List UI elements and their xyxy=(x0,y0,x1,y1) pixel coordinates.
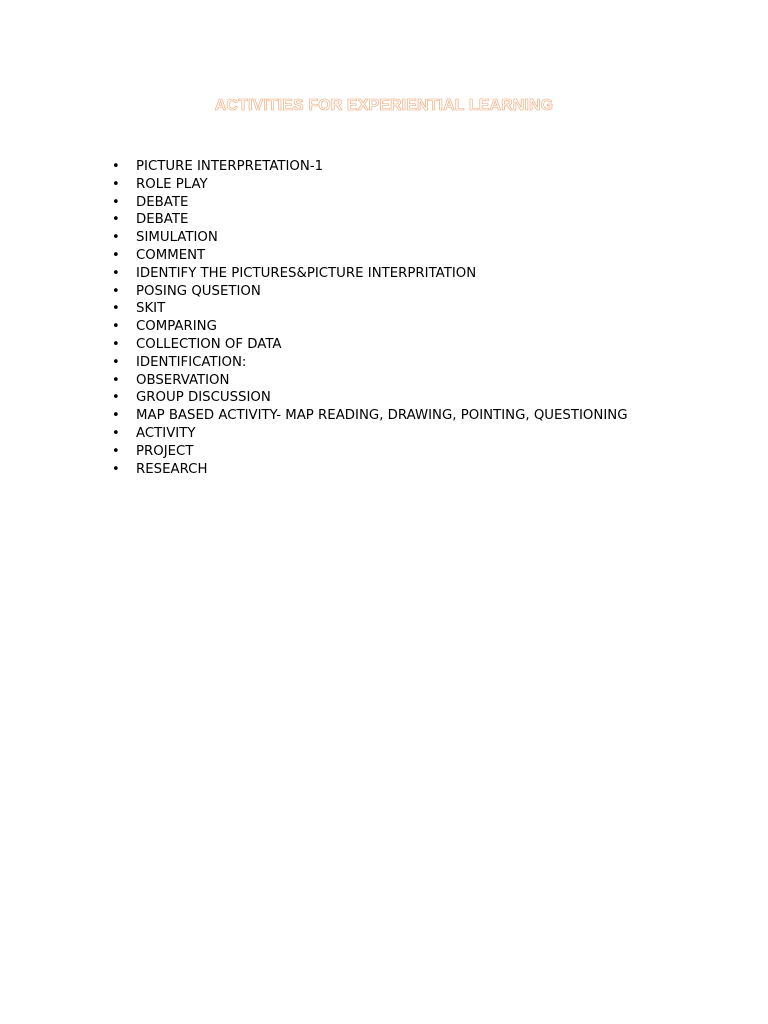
list-item xyxy=(112,354,712,372)
list-item-text: ACTIVITY xyxy=(136,425,196,441)
list-item xyxy=(112,265,712,283)
list-item xyxy=(112,461,712,479)
list-item-text: COLLECTION OF DATA xyxy=(136,336,282,352)
list-item-text: GROUP DISCUSSION xyxy=(136,390,271,406)
bullet-icon: • xyxy=(112,230,120,246)
list-item-text: SIMULATION xyxy=(136,230,218,246)
list-item-text: IDENTIFY THE PICTURES&PICTURE INTERPRITATION xyxy=(136,265,477,281)
list-item xyxy=(112,158,712,176)
list-item xyxy=(112,194,712,212)
list-item-text: PICTURE INTERPRETATION-1 xyxy=(136,159,324,174)
list-item xyxy=(112,443,712,461)
bullet-icon: • xyxy=(112,247,120,263)
list-item xyxy=(112,407,712,425)
bullet-icon: • xyxy=(112,265,120,281)
bullet-icon: • xyxy=(112,425,120,441)
list-item xyxy=(112,211,712,229)
page-title: ACTIVITIES FOR EXPERIENTIAL LEARNING xyxy=(214,97,554,114)
list-item-text: SKIT xyxy=(136,301,166,317)
list-item-text: MAP BASED ACTIVITY- MAP READING, DRAWING, POINTING, QUESTIONING xyxy=(136,408,628,424)
list-item xyxy=(112,425,712,443)
list-item xyxy=(112,300,712,318)
bullet-icon: • xyxy=(112,283,120,299)
bullet-icon: • xyxy=(112,176,120,192)
bullet-icon: • xyxy=(112,408,120,424)
bullet-icon: • xyxy=(112,319,120,335)
bullet-icon: • xyxy=(112,443,120,459)
list-item xyxy=(112,283,712,301)
list-item-text: IDENTIFICATION: xyxy=(136,354,247,370)
list-item-text: POSING QUSETION xyxy=(136,283,261,299)
activity-list xyxy=(112,158,712,478)
bullet-icon: • xyxy=(112,301,120,317)
list-item xyxy=(112,229,712,247)
list-item-text: DEBATE xyxy=(136,194,189,210)
bullet-icon: • xyxy=(112,159,120,174)
bullet-icon: • xyxy=(112,390,120,406)
bullet-icon: • xyxy=(112,461,120,477)
list-item-text: DEBATE xyxy=(136,212,189,228)
list-item xyxy=(112,176,712,194)
bullet-icon: • xyxy=(112,354,120,370)
list-item-text: RESEARCH xyxy=(136,461,208,477)
bullet-icon: • xyxy=(112,194,120,210)
list-item-text: COMPARING xyxy=(136,319,217,335)
list-item-text: PROJECT xyxy=(136,443,194,459)
bullet-icon: • xyxy=(112,372,120,388)
list-item-text: OBSERVATION xyxy=(136,372,230,388)
list-item-text: ROLE PLAY xyxy=(136,176,208,192)
list-item xyxy=(112,389,712,407)
bullet-icon: • xyxy=(112,336,120,352)
list-item xyxy=(112,336,712,354)
list-item xyxy=(112,372,712,390)
list-item-text: COMMENT xyxy=(136,247,206,263)
list-item xyxy=(112,318,712,336)
list-item xyxy=(112,247,712,265)
bullet-icon: • xyxy=(112,212,120,228)
